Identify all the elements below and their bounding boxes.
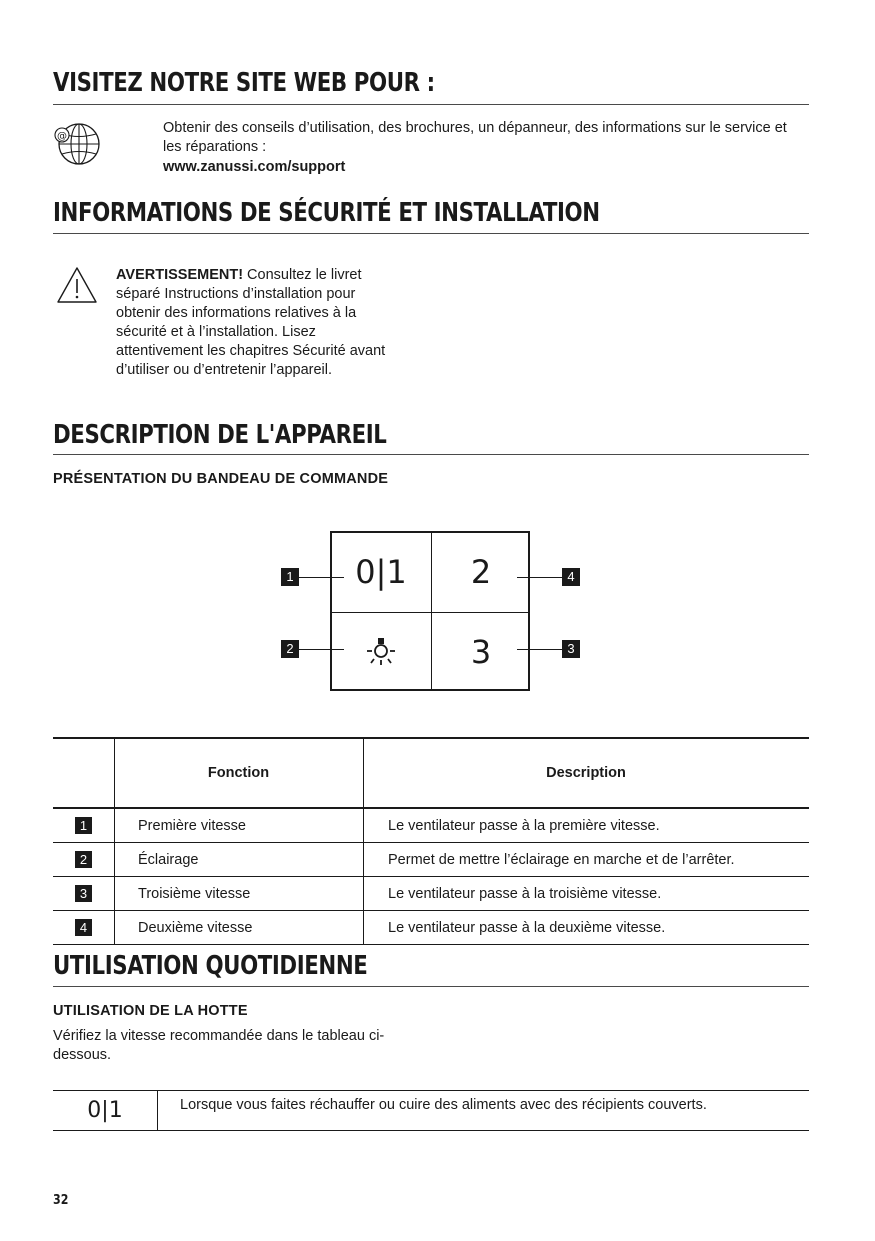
function-cell: Troisième vitesse xyxy=(115,877,364,911)
table-row xyxy=(53,808,809,843)
function-table xyxy=(53,738,809,945)
usage-section-title: UTILISATION QUOTIDIENNE xyxy=(53,951,368,981)
control-panel-subtitle: PRÉSENTATION DU BANDEAU DE COMMANDE xyxy=(53,471,389,487)
callout-badge-1: 1 xyxy=(281,568,299,586)
function-cell: Deuxième vitesse xyxy=(115,911,364,945)
function-cell: Éclairage xyxy=(115,843,364,877)
support-link[interactable]: www.zanussi.com/support xyxy=(163,159,346,175)
speed-3-button: 3 xyxy=(470,633,492,671)
warning-label: AVERTISSEMENT! xyxy=(116,267,244,283)
divider xyxy=(53,986,809,987)
onoff-button: 0|1 xyxy=(355,553,407,591)
warning-icon xyxy=(55,265,99,305)
callout-badge-4: 4 xyxy=(562,568,580,586)
row-number-badge: 2 xyxy=(75,851,92,868)
table-row xyxy=(53,843,809,877)
speed-symbol: 0|1 xyxy=(53,1091,158,1130)
row-number-badge: 4 xyxy=(75,919,92,936)
speed-description: Lorsque vous faites réchauffer ou cuire des aliments avec des récipients couverts. xyxy=(180,1097,707,1113)
header-cell xyxy=(53,738,115,808)
callout-line xyxy=(299,649,344,650)
divider xyxy=(53,454,809,455)
warning-text: Consultez le livret séparé Instructions d’installation pour obtenir des informations relatives à la sécurité et à l’installation. Lisez attentivement les chapitres Sécurité avant d’utiliser ou d’entretenir l’appareil. xyxy=(116,267,386,378)
table-row xyxy=(53,877,809,911)
table-header-row xyxy=(53,738,809,808)
description-cell: Le ventilateur passe à la deuxième vitesse. xyxy=(364,911,810,945)
description-cell: Le ventilateur passe à la troisième vitesse. xyxy=(364,877,810,911)
warning-paragraph xyxy=(116,266,391,380)
divider xyxy=(53,233,809,234)
light-icon xyxy=(361,632,401,672)
callout-line xyxy=(299,577,344,578)
callout-badge-2: 2 xyxy=(281,640,299,658)
svg-text:@: @ xyxy=(57,131,67,142)
description-section-title: DESCRIPTION DE L'APPAREIL xyxy=(53,420,387,450)
safety-section-title: INFORMATIONS DE SÉCURITÉ ET INSTALLATION xyxy=(53,198,600,228)
speed-2-button: 2 xyxy=(470,553,492,591)
light-button xyxy=(332,613,430,691)
row-number-badge: 1 xyxy=(75,817,92,834)
usage-instructions: Vérifiez la vitesse recommandée dans le tableau ci-dessous. xyxy=(53,1028,385,1063)
callout-line xyxy=(517,649,562,650)
header-cell: Fonction xyxy=(115,738,364,808)
speed-recommendation-table xyxy=(53,1090,809,1131)
table-row xyxy=(53,911,809,945)
divider xyxy=(53,104,809,105)
function-cell: Première vitesse xyxy=(115,808,364,843)
description-cell: Permet de mettre l’éclairage en marche et de l’arrêter. xyxy=(364,843,810,877)
globe-at-icon xyxy=(52,122,102,166)
callout-badge-3: 3 xyxy=(562,640,580,658)
web-section-title: VISITEZ NOTRE SITE WEB POUR : xyxy=(53,68,435,98)
control-panel-diagram xyxy=(330,531,530,691)
web-description: Obtenir des conseils d’utilisation, des brochures, un dépanneur, des informations sur le service et les réparations : xyxy=(163,120,787,155)
callout-line xyxy=(517,577,562,578)
row-number-badge: 3 xyxy=(75,885,92,902)
page-number: 32 xyxy=(53,1193,69,1208)
description-cell: Le ventilateur passe à la première vitesse. xyxy=(364,808,810,843)
hood-usage-subtitle: UTILISATION DE LA HOTTE xyxy=(53,1003,248,1019)
header-cell: Description xyxy=(364,738,810,808)
